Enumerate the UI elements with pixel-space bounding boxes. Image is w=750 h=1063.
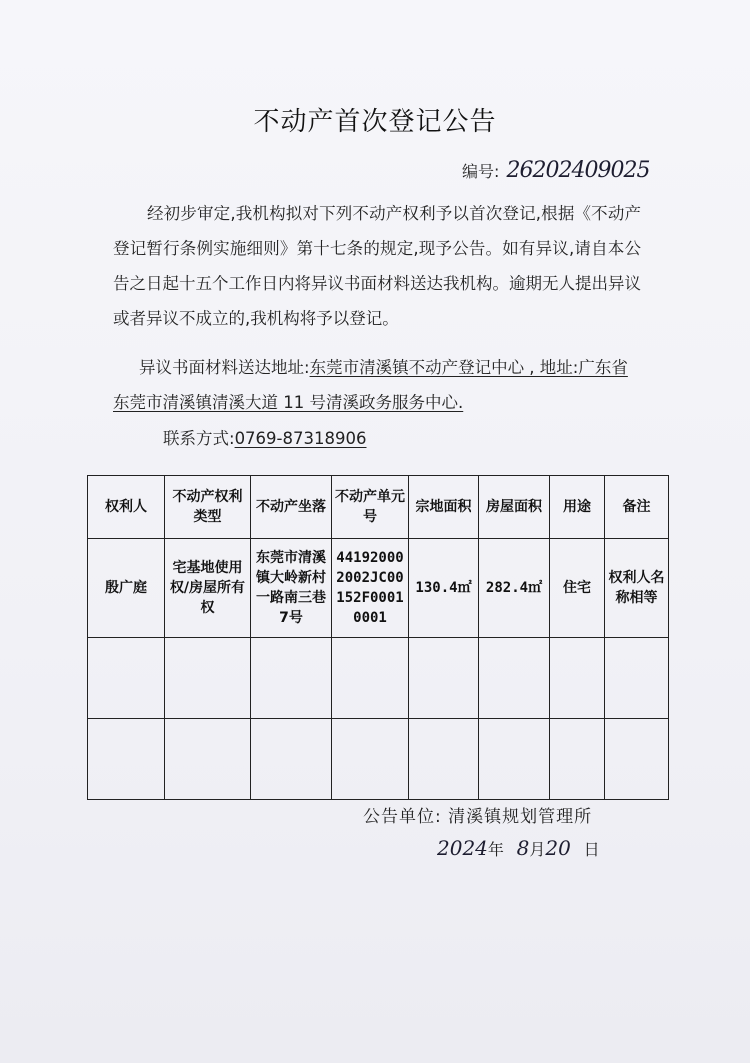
table-cell: 殷广庭 [88, 539, 165, 638]
property-table [87, 475, 669, 800]
header-cell: 不动产坐落 [251, 476, 332, 539]
table-cell [165, 638, 251, 719]
table-cell [605, 719, 669, 800]
table-cell [88, 638, 165, 719]
objection-label: 异议书面材料送达地址: [139, 358, 310, 377]
objection-address: 东莞市清溪镇不动产登记中心 , 地址:广东省东莞市清溪镇清溪大道 11 号清溪政务服务中心. [113, 358, 628, 412]
table-cell [479, 638, 550, 719]
issuing-unit [363, 802, 592, 827]
header-cell: 宗地面积 [409, 476, 479, 539]
announcement-paragraph: 经初步审定,我机构拟对下列不动产权利予以首次登记,根据《不动产登记暂行条例实施细则》第十七条的规定,现予公告。如有异议,请自本公告之日起十五个工作日内将异议书面材料送达我机构。逾期无人提出异议或者异议不成立的,我机构将予以登记。 [113, 204, 641, 328]
year-char: 年 [487, 840, 504, 859]
month-char: 月 [529, 840, 546, 859]
table-cell: 权利人名称相等 [605, 539, 669, 638]
number-value: 26202409025 [506, 158, 650, 183]
date-year: 2024 [437, 836, 488, 860]
contact-line [163, 421, 691, 456]
table-cell: 住宅 [550, 539, 605, 638]
table-cell: 130.4㎡ [409, 539, 479, 638]
table-cell [251, 719, 332, 800]
table-cell [332, 638, 409, 719]
header-cell: 不动产单元号 [332, 476, 409, 539]
header-cell: 房屋面积 [479, 476, 550, 539]
header-cell: 权利人 [88, 476, 165, 539]
table-cell [251, 638, 332, 719]
unit-label: 公告单位: [363, 807, 442, 827]
header-cell: 不动产权利类型 [165, 476, 251, 539]
table-cell [409, 719, 479, 800]
document-number [462, 158, 649, 183]
table-cell [332, 719, 409, 800]
unit-name: 清溪镇规划管理所 [448, 807, 593, 827]
date-month: 8 [516, 836, 530, 860]
table-cell [165, 719, 251, 800]
issue-date [437, 836, 600, 860]
table-cell [550, 719, 605, 800]
table-cell [550, 638, 605, 719]
table-cell: 宅基地使用权/房屋所有权 [165, 539, 251, 638]
table-cell [479, 719, 550, 800]
table-row [88, 638, 669, 719]
contact-label: 联系方式: [163, 429, 235, 448]
document-title: 不动产首次登记公告 [253, 107, 497, 137]
header-cell: 备注 [605, 476, 669, 539]
table-cell: 282.4㎡ [479, 539, 550, 638]
table-header-row [88, 476, 669, 539]
table-row [88, 539, 669, 638]
contact-phone: 0769-87318906 [234, 429, 367, 448]
objection-address-line [113, 350, 641, 420]
number-label: 编号: [462, 162, 500, 181]
table-cell [605, 638, 669, 719]
date-day: 20 [545, 836, 571, 860]
table-cell [409, 638, 479, 719]
table-row [88, 719, 669, 800]
day-char: 日 [583, 840, 600, 859]
table-cell: 东莞市清溪镇大岭新村一路南三巷7号 [251, 539, 332, 638]
table-cell: 441920002002JC00152F00010001 [332, 539, 409, 638]
header-cell: 用途 [550, 476, 605, 539]
table-cell [88, 719, 165, 800]
